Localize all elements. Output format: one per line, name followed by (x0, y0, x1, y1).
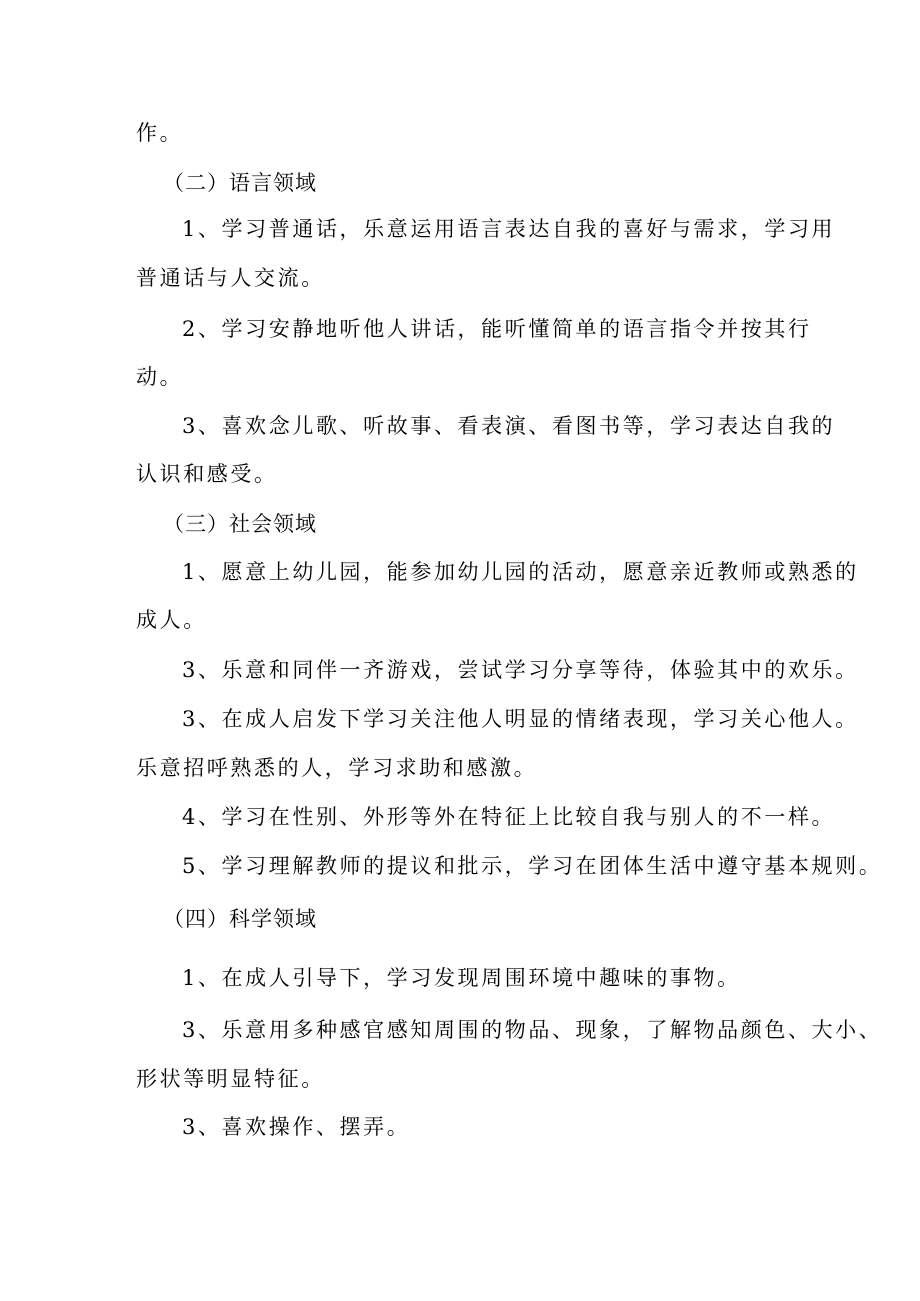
science-item-1: 1、在成人引导下，学习发现周围环境中趣味的事物。 (182, 966, 741, 990)
language-item-1-line-2: 普通话与人交流。 (136, 266, 325, 290)
science-section-heading: （四）科学领域 (163, 907, 317, 931)
social-item-1-line-2: 成人。 (136, 608, 207, 632)
social-item-1-line-1: 1、愿意上幼儿园，能参加幼儿园的活动，愿意亲近教师或熟悉的 (182, 560, 859, 584)
social-item-2: 3、乐意和同伴一齐游戏，尝试学习分享等待，体验其中的欢乐。 (182, 658, 859, 682)
language-item-3-line-2: 认识和感受。 (136, 462, 278, 486)
social-item-3-line-2: 乐意招呼熟悉的人，学习求助和感激。 (136, 756, 538, 780)
social-item-4: 4、学习在性别、外形等外在特征上比较自我与别人的不一样。 (182, 805, 836, 829)
continuation-text: 作。 (136, 121, 184, 145)
science-item-3: 3、喜欢操作、摆弄。 (182, 1115, 411, 1139)
language-item-3-line-1: 3、喜欢念儿歌、听故事、看表演、看图书等，学习表达自我的 (182, 414, 836, 438)
social-item-3-line-1: 3、在成人启发下学习关注他人明显的情绪表现，学习关心他人。 (182, 707, 859, 731)
science-item-2-line-2: 形状等明显特征。 (136, 1067, 325, 1091)
language-item-1-line-1: 1、学习普通话，乐意运用语言表达自我的喜好与需求，学习用 (182, 217, 836, 241)
social-section-heading: （三）社会领域 (163, 512, 317, 536)
science-item-2-line-1: 3、乐意用多种感官感知周围的物品、现象，了解物品颜色、大小、 (182, 1018, 883, 1042)
language-item-2-line-2: 动。 (136, 365, 184, 389)
language-item-2-line-1: 2、学习安静地听他人讲话，能听懂简单的语言指令并按其行 (182, 317, 812, 341)
language-section-heading: （二）语言领域 (163, 171, 317, 195)
social-item-5: 5、学习理解教师的提议和批示，学习在团体生活中遵守基本规则。 (182, 854, 883, 878)
